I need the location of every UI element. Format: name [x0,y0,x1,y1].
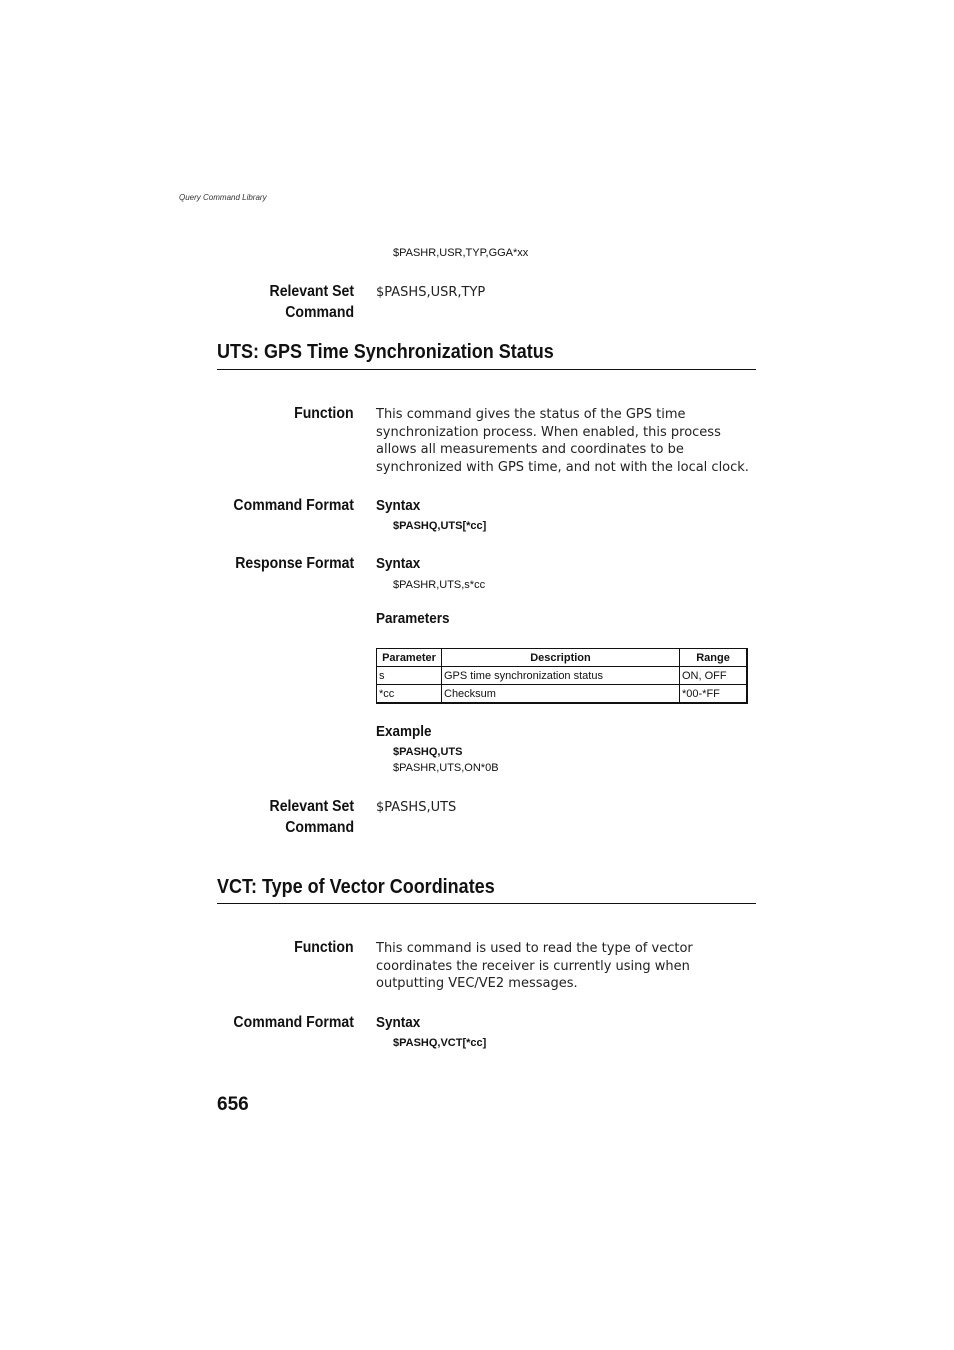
relevant-set-value: $PASHS,USR,TYP [376,285,486,300]
table-cell: ON, OFF [680,667,748,685]
relevant-label-line-2: Command [285,819,354,836]
relevant-label-line-2: Command [285,304,354,321]
command-syntax: $PASHQ,VCT[*cc] [393,1037,487,1049]
column-header-parameter: Parameter [377,649,442,667]
syntax-heading: Syntax [376,497,421,514]
syntax-heading: Syntax [376,555,421,572]
response-example-line: $PASHR,USR,TYP,GGA*xx [393,247,529,259]
table-cell: *cc [377,685,442,704]
column-header-range: Range [680,649,748,667]
relevant-label-line-1: Relevant Set [269,798,354,815]
parameters-table [376,648,748,704]
function-label: Function [294,405,354,422]
table-cell: s [377,667,442,685]
table-cell: *00-*FF [680,685,748,704]
table-row [377,667,748,685]
command-syntax: $PASHQ,UTS[*cc] [393,520,487,532]
table-cell: Checksum [442,685,680,704]
relevant-set-value: $PASHS,UTS [376,800,457,815]
command-format-label: Command Format [233,1014,354,1031]
section-title-vct: VCT: Type of Vector Coordinates [217,876,495,898]
column-header-description: Description [442,649,680,667]
function-text: This command gives the status of the GPS time synchronization process. When enabled, this process allows all measurements and coordinates to be synchronized with GPS time, and not with the local clock. [376,407,749,476]
running-head: Query Command Library [179,193,267,202]
syntax-heading: Syntax [376,1014,421,1031]
table-header-row [377,649,748,667]
section-rule [217,369,756,370]
example-response: $PASHR,UTS,ON*0B [393,762,499,774]
response-format-label: Response Format [235,555,354,572]
relevant-set-label [269,281,354,323]
relevant-set-label [269,796,354,838]
table-cell: GPS time synchronization status [442,667,680,685]
table-row [377,685,748,704]
parameters-heading: Parameters [376,610,450,627]
page-number: 656 [217,1094,249,1115]
example-heading: Example [376,723,432,740]
function-text: This command is used to read the type of vector coordinates the receiver is currently using when outputting VEC/VE2 messages. [376,941,693,992]
command-format-label: Command Format [233,497,354,514]
function-label: Function [294,939,354,956]
relevant-label-line-1: Relevant Set [269,283,354,300]
section-rule [217,903,756,904]
example-query: $PASHQ,UTS [393,746,463,758]
section-title-uts: UTS: GPS Time Synchronization Status [217,341,554,363]
response-syntax: $PASHR,UTS,s*cc [393,579,486,591]
